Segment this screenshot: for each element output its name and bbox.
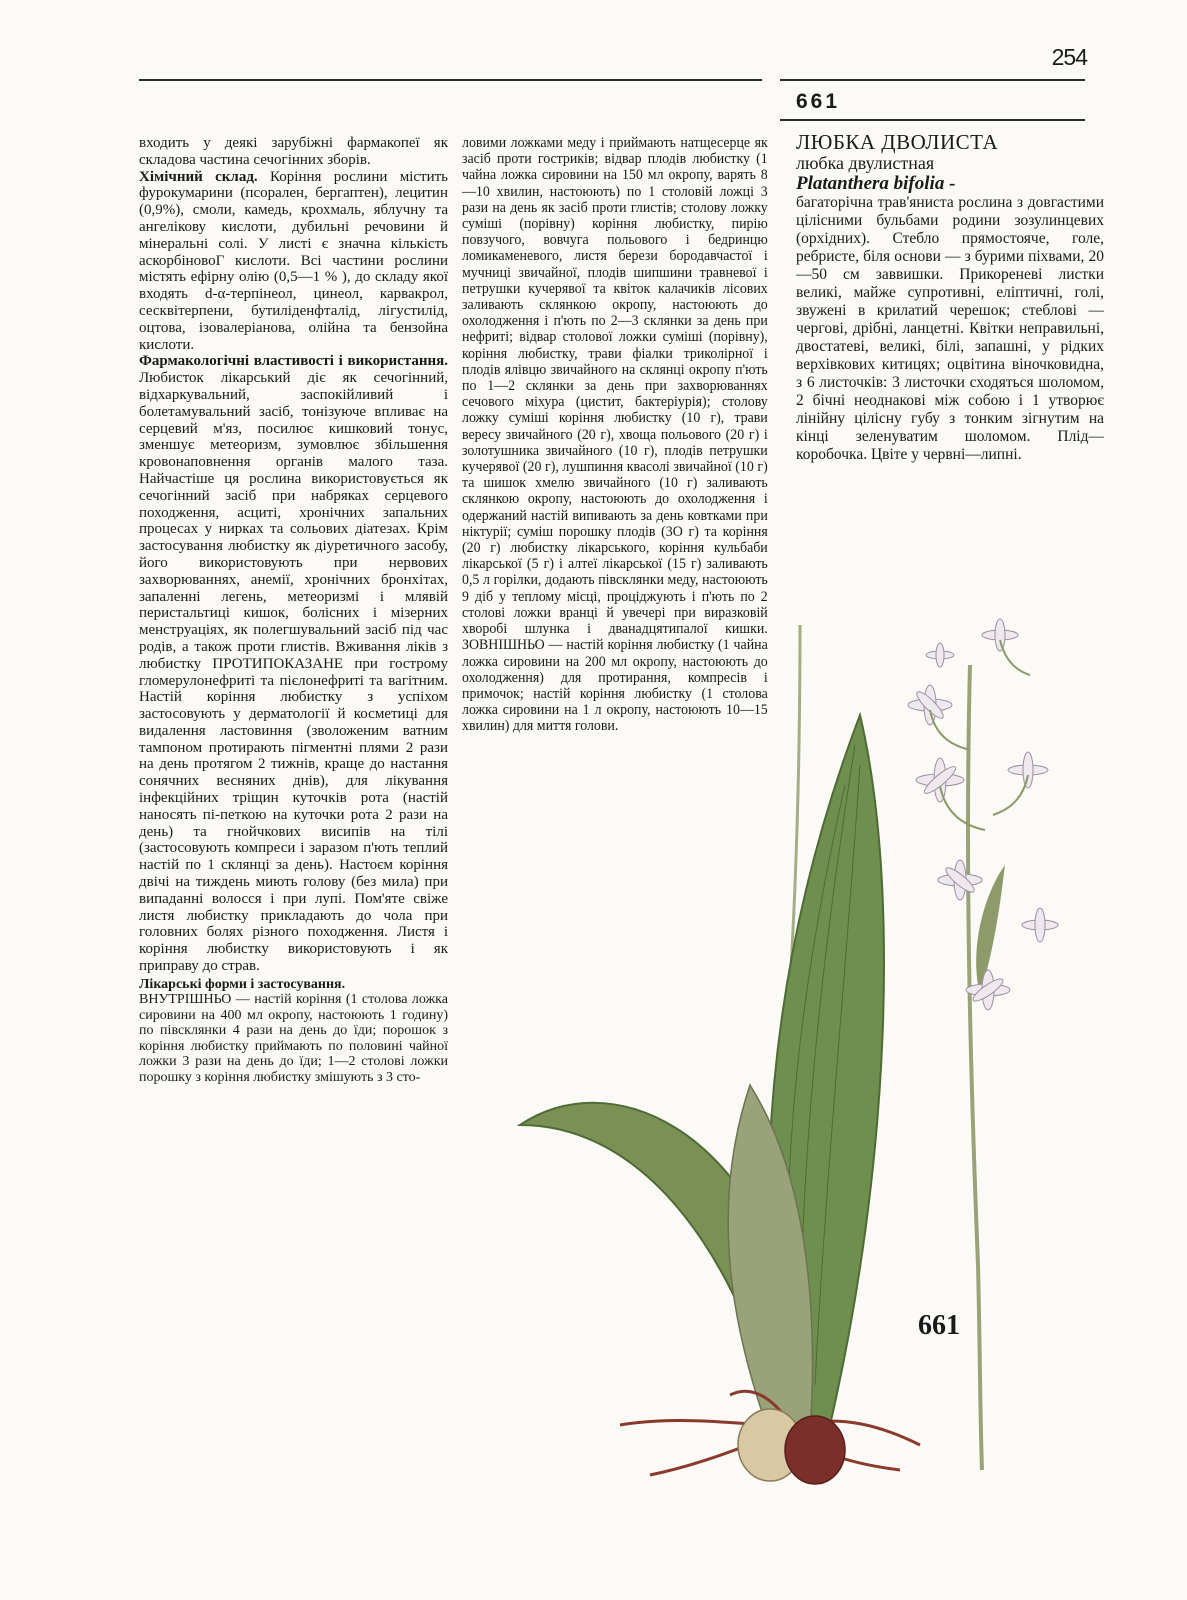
page-number: 254 bbox=[1051, 44, 1087, 70]
orchid-illustration bbox=[500, 565, 1120, 1485]
forms-heading: Лікарські форми і застосування. bbox=[139, 976, 346, 992]
pharm-text: Любисток лікарський діє як сечогінний, відхаркувальний, заспокійливий і болетамувальний засіб, тонізуюче впливає на серцевий м'яз, посилює кишковий тонус, зменшує метеоризм, зумовлює збільшення кровонаповнення органів малого таза. Найчастіше ця рослина використовується як сечогінний засіб при набряках серцевого походження, асциті, хронічних запальних процесах у нирках та сольових діатезах. Крім застосування любистку як діуретичного засобу, його використовують при нервових захворюваннях, анемії, хронічних бронхітах, запаленні легень, метеоризмі і млявій перистальтиці кишок, болісних і мізерних менструаціях, як полегшувальний засіб під час родів, а також проти глистів. Вживання ліків з любистку ПРОТИПОКАЗАНЕ при гострому гломерулонефриті та пієлонефриті та вагітним. Настій коріння любистку з успіхом застосовують у дерматології й косметиці для видалення ластовиння (зволоженим ватним тампоном протирають пігментні плями 2 рази на день протягом 2 тижнів, краще до настання сонячних весняних днів), для лікування інфекційних тріщин куточків рота (настій наносять пі-петкою на куточки рота 2 рази на день) та гнойчкових висипів на тілі (застосовують компреси і заразом п'ють теплий настій по 1 склянці за день). Настоєм коріння двічі на тиждень миють голову (без мила) при випаданні волосся і при лупі. Пом'яте свіже листя любистку прикладають до чола при головних болях різного походження. Листя і коріння любистку використовують і як приправу до страв. bbox=[139, 370, 448, 975]
column-right bbox=[796, 131, 1104, 464]
column-left bbox=[139, 135, 448, 1085]
article-description: багаторічна трав'яниста рослина з довгастими цілісними бульбами родини зозулинцевих (орхідних). Стебло прямостояче, голе, ребристе, біля основи — з бурими піхвами, 20—50 см заввишки. Прикореневі листки великі, майже супротивні, еліптичні, голі, звужені в крилатий черешок; стеблові — чергові, дрібні, ланцетні. Квітки неправильні, двостатеві, великі, білі, запашні, у рідких верхівкових китицях; оцвітина віночковидна, з 6 листочків: 3 листочки сходяться шоломом, 2 бічні неоднакові між собою і 1 утворює лінійну цілісну губу з тонким зігнутим на кінці зеленуватим шоломом. Плід— коробочка. Цвіте у червні—липні. bbox=[796, 194, 1104, 463]
bulb-dark bbox=[785, 1416, 845, 1484]
pharm-paragraph bbox=[139, 353, 448, 974]
middle-paragraph: ловими ложками меду і приймають натщесерце як засіб проти гостриків; відвар плодів любистку (1 чайна ложка сировини на 150 мл окропу, варять 8—10 хвилин, настоюють) по 1 столовій ложці 3 рази на день як засіб проти глистів; столову ложку суміші (порівну) коріння любистку, пирію повзучого, вовчуга польового і бедринцю ломикаменевого, листя берези бородавчастої і мучниці звичайної, плодів шипшини травневої і петрушки кучерявої та квіток калачиків лісових заливають склянкою окропу, настоюють до охолодження і п'ють по 2—3 склянки за день при нефриті; відвар столової ложки суміші (порівну), коріння любистку, трави фіалки триколірної і плодів ялівцю звичайного на склянці окропу п'ють по 1—2 склянки за день при захворюваннях сечового міхура (цистит, бактеріурія); столову ложку суміші коріння любистку (10 г), трави вересу звичайного (20 г), хвоща польового (20 г) і золотушника звичайного (10 г), плодів петрушки кучерявої (20 г), лушпиння квасолі звичайної (10 г) та шишок хмелю звичайного (10 г) заливають склянкою окропу, настоюють до охолодження і одержаний настій випивають за день ковтками при ніктурії; суміш порошку плодів (3О г) та коріння (20 г) любистку лікарського, коріння кульбаби лікарської (5 г) і алтеї лікарської (15 г) заливають 0,5 л горілки, додають півсклянки меду, настоюють 9 діб у теплому місці, проціджують і п'ють по 2 столові ложки вранці й увечері при виразковій хворобі шлунка і дванадцятипалої кишки. ЗОВНІШНЬО — настій коріння любистку (1 чайна ложка сировини на 200 мл окропу, настоюють до охолодження) для протирання, компресів і примочок; настій коріння любистку (1 столова ложка сировини на 1 л окропу, настоюють 10—15 хвилин) для миття голови. bbox=[462, 135, 768, 735]
forms-text: ВНУТРІШНЬО — настій коріння (1 столова ложка сировини на 400 мл окропу, настоюють 1 годину) по півсклянки 4 рази на день до їди; порошок з коріння любистку приймають по половині чайної ложки 3 рази на день до їди; 1—2 столові ложки порошку з коріння любистку змішують з 3 сто- bbox=[139, 992, 448, 1085]
header-rule-right bbox=[780, 79, 1085, 81]
article-title-ua: ЛЮБКА ДВОЛИСТА bbox=[796, 130, 999, 154]
article-number: 661 bbox=[796, 90, 841, 113]
chem-text: Коріння рослини містить фурокумарини (псорален, бергаптен), лецитин (0,9%), смоли, камедь, крохмаль, яблучну та ангелікову кислоти, дубильні речовини й мінеральні солі. У листі є значна кількість аскорбіновоГ кислоти. Всі частини рослини містять ефірну олію (0,5—1 % ), до складу якої входять d-α-терпінеол, цинеол, карвакрол, сесквітерпени, бутиліденфталід, лігустилід, оцтова, ізовалеріанова, олійна та бензойна кислоти. bbox=[139, 168, 449, 353]
forms-paragraph bbox=[139, 977, 448, 1086]
flower-stem bbox=[968, 665, 982, 1470]
article-title-ru: любка двулистная bbox=[796, 153, 935, 173]
article-title-latin: Platanthera bifolia - bbox=[796, 173, 956, 194]
figure-label: 661 bbox=[918, 1310, 960, 1341]
pharm-heading: Фармакологічні властивості і використання. bbox=[139, 353, 448, 370]
chem-heading: Хімічний склад. bbox=[139, 168, 258, 185]
chem-paragraph bbox=[139, 169, 448, 354]
article-rule bbox=[780, 119, 1085, 121]
header-rule-left bbox=[139, 79, 762, 81]
intro-paragraph: входить у деякі зарубіжні фармакопеї як складова частина сечогінних зборів. bbox=[139, 135, 448, 168]
